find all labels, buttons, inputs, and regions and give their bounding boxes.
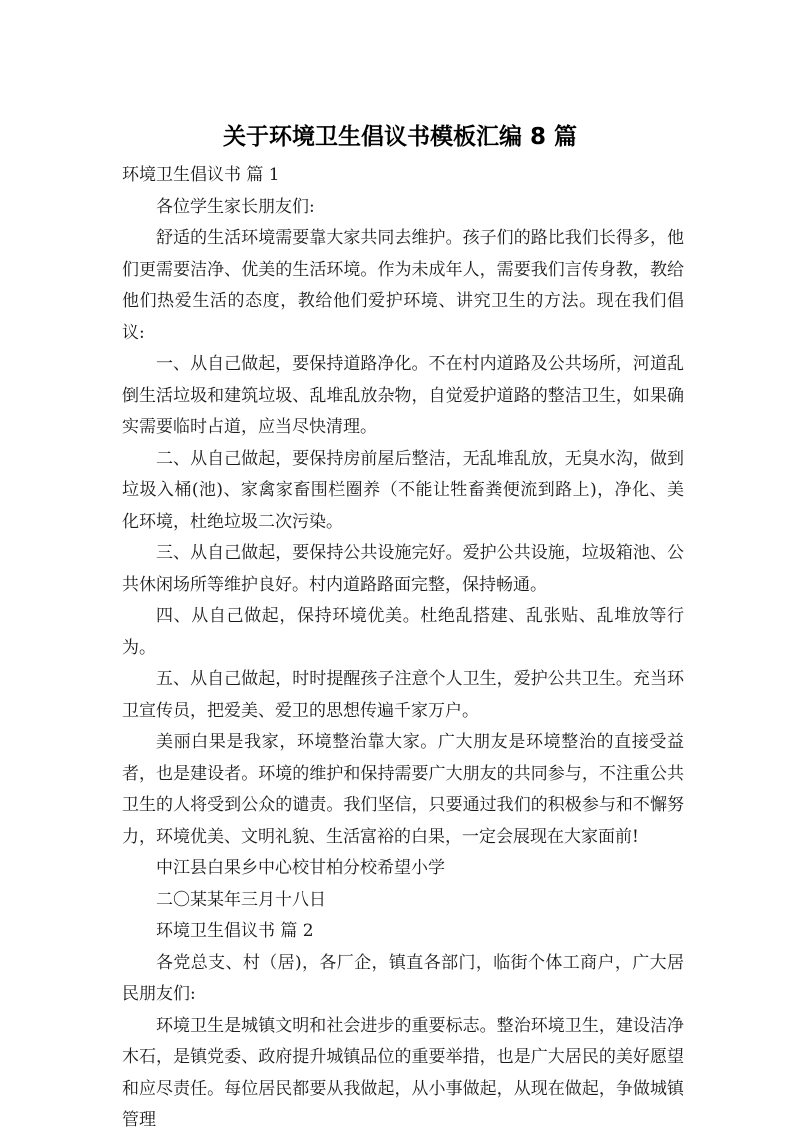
- paragraph: 二、从自己做起，要保持房前屋后整洁，无乱堆乱放，无臭水沟，做到垃圾入桶(池)、家禽家畜围栏圈养（不能让牲畜粪便流到路上)，净化、美化环境，杜绝垃圾二次污染。: [122, 448, 684, 532]
- document-title: 关于环境卫生倡议书模板汇编 8 篇: [222, 124, 578, 150]
- paragraph: 四、从自己做起，保持环境优美。杜绝乱搭建、乱张贴、乱堆放等行为。: [122, 606, 684, 658]
- paragraph: 三、从自己做起，要保持公共设施完好。爱护公共设施，垃圾箱池、公共休闲场所等维护良好。村内道路路面完整，保持畅通。: [122, 543, 684, 595]
- signature-school: 中江县白果乡中心校甘柏分校希望小学: [156, 858, 445, 878]
- paragraph: 五、从自己做起，时时提醒孩子注意个人卫生，爱护公共卫生。充当环卫宣传员，把爱美、爱卫的思想传遍千家万户。: [122, 669, 684, 721]
- section-heading-1: 环境卫生倡议书 篇 1: [122, 165, 280, 185]
- salutation-1: 各位学生家长朋友们:: [156, 196, 315, 217]
- salutation-2: 各党总支、村（居)，各厂企，镇直各部门，临街个体工商户，广大居民朋友们:: [122, 952, 684, 1004]
- paragraph: 环境卫生是城镇文明和社会进步的重要标志。整治环境卫生，建设洁净木石，是镇党委、政府提升城镇品位的重要举措，也是广大居民的美好愿望和应尽责任。每位居民都要从我做起，从小事做起，从现在做起，争做城镇管理: [122, 1015, 684, 1130]
- paragraph: 舒适的生活环境需要靠大家共同去维护。孩子们的路比我们长得多，他们更需要洁净、优美的生活环境。作为未成年人，需要我们言传身教，教给他们热爱生活的态度，教给他们爱护环境、讲究卫生的方法。现在我们倡议:: [122, 228, 684, 343]
- paragraph: 美丽白果是我家，环境整治靠大家。广大朋友是环境整治的直接受益者，也是建设者。环境的维护和保持需要广大朋友的共同参与，不注重公共卫生的人将受到公众的谴责。我们坚信，只要通过我们的积极参与和不懈努力，环境优美、文明礼貌、生活富裕的白果，一定会展现在大家面前!: [122, 732, 684, 847]
- document-body: [122, 160, 684, 1137]
- section-heading-2: 环境卫生倡议书 篇 2: [156, 921, 314, 941]
- signature-date: 二〇某某年三月十八日: [156, 889, 326, 910]
- paragraph: 一、从自己做起，要保持道路净化。不在村内道路及公共场所，河道乱倒生活垃圾和建筑垃圾、乱堆乱放杂物，自觉爱护道路的整洁卫生，如果确实需要临时占道，应当尽快清理。: [122, 354, 684, 437]
